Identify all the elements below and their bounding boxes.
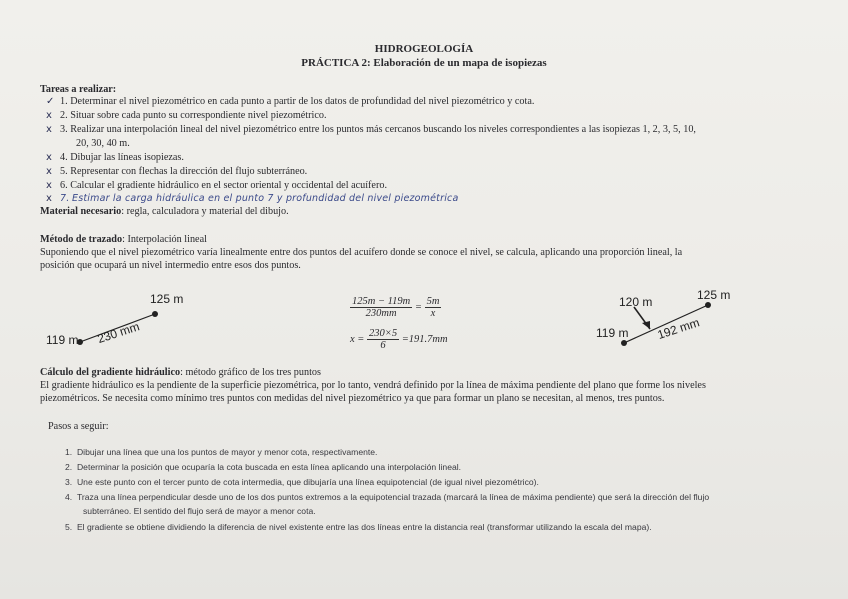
diagram2-bottom-label: 119 m	[596, 326, 629, 340]
check-mark-icon: ✓	[46, 96, 55, 107]
solution-formula	[350, 328, 448, 351]
cross-mark-icon: x	[46, 110, 52, 121]
task-number: 4.	[60, 152, 68, 163]
formula-denominator: 6	[380, 340, 386, 351]
materials-label: Material necesario	[40, 206, 122, 217]
formula-numerator: 230×5	[369, 328, 398, 339]
course-title: HIDROGEOLOGÍA	[374, 43, 474, 55]
task-item	[46, 152, 184, 163]
tasks-heading: Tareas a realizar:	[40, 84, 117, 95]
step-text: El gradiente se obtiene dividiendo la diferencia de nivel existente entre las dos líneas entre la distancia real (transformar utilizando la escala del mapa).	[76, 522, 652, 532]
diagram2-top-label: 125 m	[697, 288, 731, 302]
gradient-line	[40, 367, 321, 378]
formula-lhs: x =	[350, 333, 365, 345]
task-number: 7.	[60, 193, 70, 204]
step-number: 1.	[65, 447, 73, 457]
task-item	[46, 124, 696, 135]
step-text: Une este punto con el tercer punto de cota intermedia, que dibujaría una línea equipotencial (de igual nivel piezométrico).	[76, 477, 539, 487]
gradient-value: : método gráfico de los tres puntos	[180, 367, 321, 378]
task-number: 5.	[60, 166, 68, 177]
formula-denominator: 230mm	[365, 308, 397, 319]
step-number: 3.	[65, 477, 73, 487]
diagram1-top-label: 125 m	[150, 292, 184, 306]
step-number: 2.	[65, 462, 73, 472]
steps-heading: Pasos a seguir:	[48, 421, 109, 432]
task-text: Representar con flechas la dirección del flujo subterráneo.	[70, 166, 308, 177]
gradient-paragraph-line2: piezométricos. Se necesita como mínimo tres puntos con medidas del nivel piezométrico ya que para formar un plano se necesitan, al menos, tres puntos.	[40, 393, 665, 404]
diagram2-distance-label: 192 mm	[655, 315, 702, 342]
method-label: Método de trazado	[40, 234, 123, 245]
task-number: 1.	[60, 96, 68, 107]
task-text: Dibujar las líneas isopiezas.	[70, 152, 184, 163]
point-125	[705, 302, 711, 308]
task-number: 2.	[60, 110, 68, 121]
task-text-continuation: 20, 30, 40 m.	[76, 138, 130, 149]
arrow-head-icon	[642, 321, 650, 329]
materials-line	[40, 206, 289, 217]
formula-numerator: 5m	[426, 296, 440, 307]
task-text: Calcular el gradiente hidráulico en el sector oriental y occidental del acuífero.	[70, 180, 387, 191]
task-item	[46, 166, 307, 177]
point-125	[152, 311, 158, 317]
method-value: : Interpolación lineal	[122, 234, 207, 245]
cross-mark-icon: x	[46, 180, 52, 191]
step-item	[65, 477, 539, 487]
gradient-paragraph-line1: El gradiente hidráulico es la pendiente de la superficie piezométrica, por lo tanto, vendrá definido por la línea de máxima pendiente del plano que forme los niveles	[40, 380, 706, 391]
method-paragraph-line2: posición que ocupará un nivel intermedio entre esos dos puntos.	[40, 260, 301, 271]
cross-mark-icon: x	[46, 124, 52, 135]
task-item-handwritten	[46, 193, 459, 204]
step-text: Dibujar una línea que una los puntos de mayor y menor cota, respectivamente.	[76, 447, 378, 457]
cross-mark-icon: x	[46, 152, 52, 163]
step-item	[65, 492, 709, 502]
step-item	[65, 447, 377, 457]
task-number: 3.	[60, 124, 68, 135]
cross-mark-icon: x	[46, 193, 52, 204]
step-text: Determinar la posición que ocuparía la cota buscada en esta línea aplicando una interpolación lineal.	[76, 462, 462, 472]
step-number: 5.	[65, 522, 73, 532]
method-line	[40, 234, 207, 245]
step-text: Traza una línea perpendicular desde uno de los dos puntos extremos a la equipotencial trazada (marcará la línea de máxima pendiente) que será la dirección del flujo	[76, 492, 710, 502]
diagram2-left-label: 120 m	[619, 295, 653, 309]
step-item	[65, 522, 652, 532]
cross-mark-icon: x	[46, 166, 52, 177]
task-item	[46, 110, 327, 121]
task-text: Situar sobre cada punto su correspondiente nivel piezométrico.	[70, 110, 327, 121]
point-119	[621, 340, 627, 346]
step-item	[65, 462, 461, 472]
formula-denominator: x	[430, 308, 436, 319]
formula-numerator: 125m − 119m	[352, 296, 411, 307]
method-paragraph-line1: Suponiendo que el nivel piezométrico varía linealmente entre dos puntos del acuífero donde se conoce el nivel, se calcula, aplicando una proporción lineal, la	[40, 247, 683, 258]
materials-text: : regla, calculadora y material del dibujo.	[121, 206, 289, 217]
handwritten-task-text: Estimar la carga hidráulica en el punto 7 y profundidad del nivel piezométrica	[72, 193, 459, 204]
task-item	[46, 180, 387, 191]
practice-title: PRÁCTICA 2: Elaboración de un mapa de isopiezas	[301, 57, 547, 69]
formula-equals: =	[414, 301, 422, 313]
task-item	[46, 96, 534, 107]
step-number: 4.	[65, 492, 73, 502]
diagram1-distance-label: 230 mm	[95, 319, 142, 346]
task-text: Determinar el nivel piezométrico en cada punto a partir de los datos de profundidad del nivel piezométrico y cota.	[70, 96, 535, 107]
step-text-continuation: subterráneo. El sentido del flujo será de mayor a menor cota.	[83, 506, 316, 516]
task-number: 6.	[60, 180, 68, 191]
formula-result: =191.7mm	[401, 333, 448, 345]
proportion-formula	[350, 296, 441, 319]
gradient-label: Cálculo del gradiente hidráulico	[40, 367, 181, 378]
diagram1-bottom-label: 119 m	[46, 333, 79, 347]
task-text: Realizar una interpolación lineal del nivel piezométrico entre los puntos más cercanos buscando los niveles correspondientes a las isopiezas 1, 2, 3, 5, 10,	[70, 124, 696, 135]
